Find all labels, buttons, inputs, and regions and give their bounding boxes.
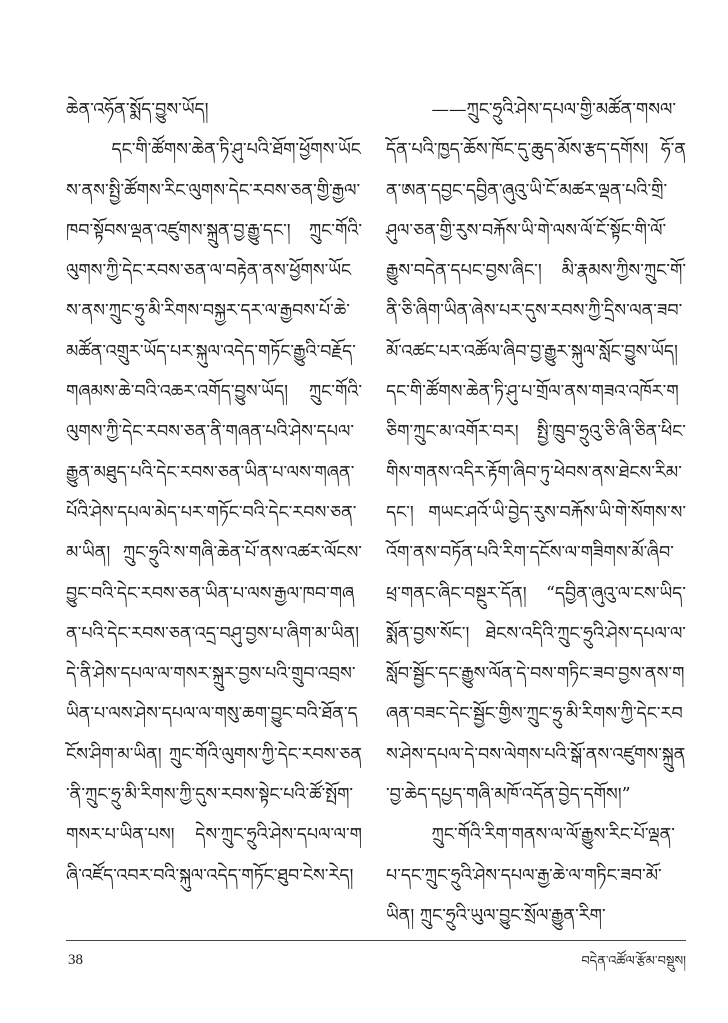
page-number: 38 [68,952,83,968]
journal-running-title: བདེན་འཚོལ་རྩོམ་བསྡུས། [581,954,686,969]
left-text-column [66,90,362,896]
right-paragraph-second: ཀྲུང་གོའི་རིག་གནས་ལ་ལོ་རྒྱུས་རིང་པོ་ལྡན་པ་དང་ཀྲུང་ཧྲུའི་ཤེས་དཔལ་རྒྱ་ཆེ་ལ་གཏིང་ཟབ་མོ་ཡིན། ཀྲུང་ཧྲུའི་ཡུལ་བྱུང་སྲོལ་རྒྱུན་རིག་ [386,825,675,926]
right-text-column [386,90,686,936]
left-paragraph-main: དང་གི་ཚོགས་ཆེན་ཏི་ཤུ་པའི་ཐོག་ཕྱོགས་ཡོངས་ནས་སྤྱི་ཚོགས་རིང་ལུགས་དེང་རབས་ཅན་གྱི་རྒྱལ་ཁབ་སྟོབས་ལྡན་འཛུགས་སྐྲུན་བྱ་རྒྱུ་དང་། ཀྲུང་གོའི་ལུགས་ཀྱི་དེང་རབས་ཅན་ལ་བརྟེན་ནས་ཕྱོགས་ཡོངས་ནས་ཀྲུང་ཧྲུ་མི་རིགས་བསྐྱར་དར་ལ་རྒྱབས་པོ་ཆེ་མཚོན་འགྲུར་ཡོད་པར་སྐུལ་འདེད་གཏོང་རྒྱུའི་བརྗོད་གཞམས་ཆེ་བའི་འཆར་འགོད་བྱུས་ཡོད། ཀྲུང་གོའི་ལུགས་ཀྱི་དེང་རབས་ཅན་ནི་གཞན་པའི་ཤེས་དཔལ་རྒྱུན་མཐུད་པའི་དེང་རབས་ཅན་ཡིན་པ་ལས་གཞན་པོའི་ཤེས་དཔལ་མེད་པར་གཏོང་བའི་དེང་རབས་ཅན་མ་ཡིན། ཀྲུང་ཧྲུའི་ས་གཞི་ཆེན་པོ་ནས་འཚར་ལོངས་བྱུང་བའི་དེང་རབས་ཅན་ཡིན་པ་ལས་རྒྱལ་ཁབ་གཞན་པའི་དེང་རབས་ཅན་འདྲ་བཤུ་བྱས་པ་ཞིག་མ་ཡིན། དེ་ནི་ཤེས་དཔལ་ལ་གསར་སྐྲུར་བྱས་པའི་གྲུབ་འབྲས་ཡིན་པ་ལས་ཤེས་དཔལ་ལ་གསུ་ཆག་བྱུང་བའི་ཐོན་དངོས་ཤིག་མ་ཡིན། ཀྲུང་གོའི་ལུགས་ཀྱི་དེང་རབས་ཅན་ནི་ཀྲུང་ཧྲུ་མི་རིགས་ཀྱི་དུས་རབས་སྟེང་པའི་ཚོ་སྤོག་གསར་པ་ཡིན་པས། དེས་ཀྲུང་ཧྲུའི་ཤེས་དཔལ་ལ་གཞི་འཛོད་འབར་བའི་སྐུལ་འདེད་གཏོང་ཐུབ་ངེས་རེད། [66,140,362,886]
right-section-heading-paragraph: ——ཀྲུང་ཧྲུའི་ཤེས་དཔལ་གྱི་མཚོན་གསལ་དོན་པའི་ཁྱད་ཆོས་ཁོང་དུ་ཆུད་མོས་རྩད་དགོས། ཧོ་ནན་ཨན་དབྱང་དབྱིན་ཞུའུ་ཡི་ངོ་མཚར་ལྡན་པའི་གྲི་ཤུལ་ཅན་གྱི་རུས་བརྐོས་ཡི་གེ་ལས་ལོ་ངོ་སྟོང་གི་ལོ་རྒྱུས་བདེན་དཔང་བྱས་ཞིང་། མི་རྣམས་ཀྱིས་ཀྲུང་གོ་ནི་ཅི་ཞིག་ཡིན་ཞེས་པར་དུས་རབས་ཀྱི་དྲིས་ལན་ཟབ་མོ་འཚང་པར་འཚོལ་ཞིབ་བྱ་རྒྱུར་སྐུལ་སློང་བྱུས་ཡོད། དང་གི་ཚོགས་ཆེན་ཏི་ཤུ་པ་གྲོལ་ནས་གཟའ་འཁོར་གཅིག་ཀྲུང་མ་འགོར་བར། སྤྱི་ཁྲུབ་ཧྲུའུ་ཅི་ཞི་ཅིན་ཕིང་གིས་གནས་འདིར་རྟོག་ཞིབ་ཏུ་ཕེབས་ནས་ཐེངས་རིམ་དང་། གཡང་ཤའོ་ཡི་བྱེད་རུས་བརྐོས་ཡི་གེ་སོགས་ས་འོག་ནས་བཏོན་པའི་རིག་དངོས་ལ་གཟིགས་མོ་ཞིབ་ཕྲ་གནང་ཞིང་བསྔུར་དོན། “དབྱིན་ཞུའུ་ལ་ངས་ཡིད་སྨོན་བྱས་སོང་། ཐེངས་འདིའི་ཀྲུང་ཧྲུའི་ཤེས་དཔལ་ལ་སློབ་སྦྱོང་དང་རྒྱུས་ལོན་དེ་བས་གཏིང་ཟབ་བྱས་ནས་གཞན་བཟང་དེང་སྦྱོང་གྱིས་ཀྲུང་ཧྲུ་མི་རིགས་ཀྱི་དེང་རབས་ཤེས་དཔལ་དེ་བས་ལེགས་པའི་སྒོ་ནས་འཛུགས་སྐྲུན་བྱ་ཆེད་དཔྱད་གཞི་མཁོ་འདོན་བྱེད་དགོས།” [386,100,686,806]
footer-divider [66,940,686,941]
left-paragraph-continuation: ཆེན་འཧོན་སྨོད་བྱུས་ཡོད། [66,100,209,120]
